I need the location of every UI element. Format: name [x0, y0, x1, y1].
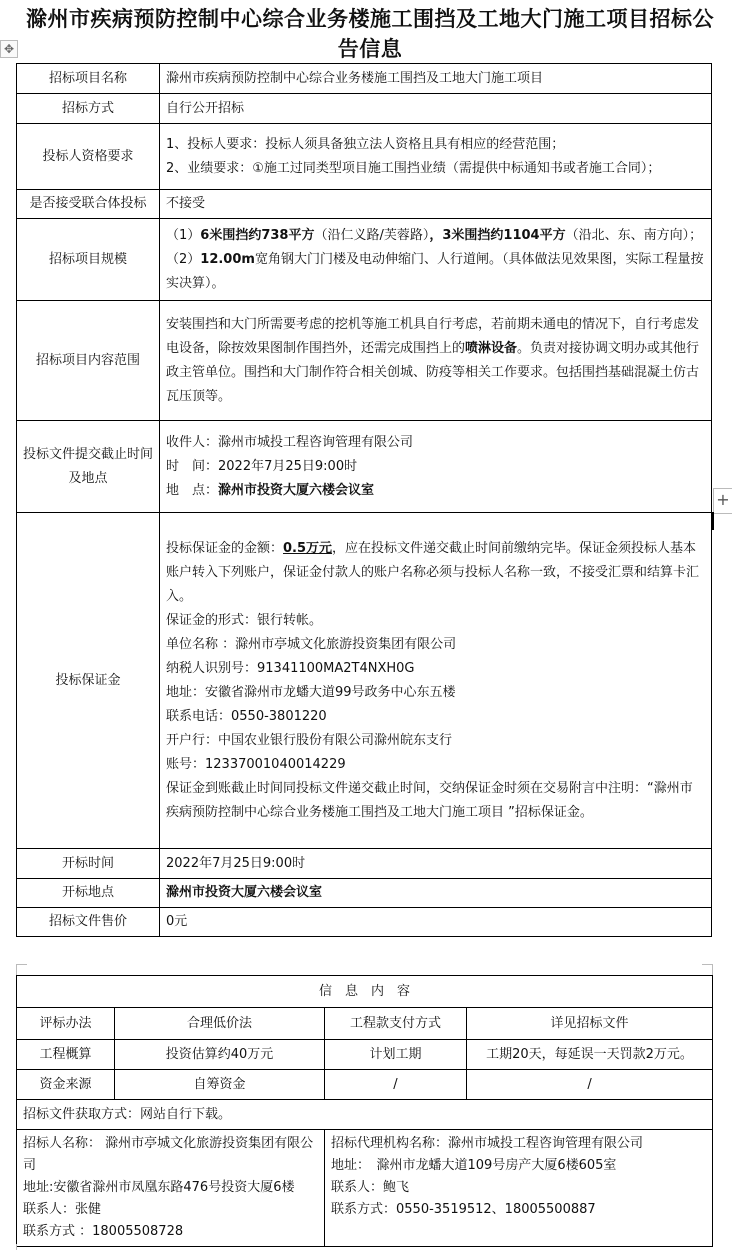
agency-contact: 联系方式：0550-3519512、18005500887: [331, 1202, 596, 1217]
deposit-amount-line: [166, 537, 705, 609]
acquire-method[interactable]: 招标文件获取方式：网站自行下载。: [17, 1100, 713, 1130]
agency-name: 招标代理机构名称：滁州市城投工程咨询管理有限公司: [331, 1136, 644, 1151]
submission-place: 滁州市投资大厦六楼会议室: [218, 482, 375, 498]
tenderer-info[interactable]: [17, 1130, 325, 1247]
tender-info-table: [16, 63, 712, 937]
scale-text-bold: 6米围挡约738平方: [200, 227, 315, 243]
info-cell: 计划工期: [325, 1040, 467, 1070]
table-row: [17, 1070, 713, 1100]
info-cell: /: [325, 1070, 467, 1100]
agency-info[interactable]: [325, 1130, 713, 1247]
qualification-line-1: 1、投标人要求：投标人须具备独立法人资格且具有相应的经营范围；: [166, 136, 565, 152]
table-row: [17, 513, 712, 849]
scale-text: （1）: [166, 227, 201, 243]
table-row: [17, 849, 712, 879]
deposit-amount-post: ，应在投标文件递交截止时间前缴纳完毕。保证金须投标人基本账户转入下列账户，保证金付款人的账户名称必须与投标人名称一致，不接受汇票和结算卡汇入。: [166, 540, 700, 604]
scale-text: （沿仁义路/芙蓉路）: [314, 227, 430, 243]
label-scale: 招标项目规模: [17, 219, 160, 301]
info-cell: 工程款支付方式: [325, 1008, 467, 1040]
label-project-name: 招标项目名称: [17, 64, 160, 94]
agency-address: 地址： 滁州市龙蟠大道109号房产大厦6楼605室: [331, 1158, 617, 1173]
value-content[interactable]: [160, 301, 712, 421]
table-row: [17, 94, 712, 124]
info-cell: 评标办法: [17, 1008, 115, 1040]
value-open-time[interactable]: 2022年7月25日9:00时: [160, 849, 712, 879]
label-method: 招标方式: [17, 94, 160, 124]
deposit-address: 地址：安徽省滁州市龙蟠大道99号政务中心东五楼: [166, 684, 456, 700]
value-doc-price[interactable]: 0元: [160, 908, 712, 937]
text-cursor: [712, 512, 714, 530]
label-submission: 投标文件提交截止时间及地点: [17, 421, 160, 513]
submission-place-label: 地 点：: [166, 482, 219, 498]
table-row: [17, 1130, 713, 1247]
page-corner-mark: [16, 964, 27, 975]
label-qualification: 投标人资格要求: [17, 124, 160, 190]
deposit-amount-pre: 投标保证金的金额：: [166, 540, 284, 556]
value-method[interactable]: 自行公开招标: [160, 94, 712, 124]
info-cell[interactable]: /: [467, 1070, 713, 1100]
qualification-line-2: 2、业绩要求：①施工过同类型项目施工围挡业绩（需提供中标通知书或者施工合同）；: [166, 160, 661, 176]
deposit-note: 保证金到账截止时间同投标文件递交截止时间，交纳保证金时须在交易附言中注明：“滁州市疾病预防控制中心综合业务楼施工围挡及工地大门施工项目 ”招标保证金。: [166, 780, 693, 820]
label-consortium: 是否接受联合体投标: [17, 190, 160, 219]
label-deposit: 投标保证金: [17, 513, 160, 849]
label-doc-price: 招标文件售价: [17, 908, 160, 937]
table-row: [17, 124, 712, 190]
content-text: 。负责对接协调文明办或其他行政主管单位。围挡和大门制作符合相关创城、防疫等相关工作要求。包括围挡基础混凝土仿古瓦压顶等。: [166, 340, 700, 404]
content-text: 安装围挡和大门所需要考虑的挖机等施工机具自行考虑，若前期未通电的情况下，自行考虑发电设备，除按效果图制作围挡外，还需完成围挡上的: [166, 316, 700, 356]
info-header: 信 息 内 容: [17, 976, 713, 1008]
submission-time: 时 间：2022年7月25日9:00时: [166, 458, 358, 474]
table-row: [17, 1008, 713, 1040]
info-cell: 工程概算: [17, 1040, 115, 1070]
value-scale[interactable]: [160, 219, 712, 301]
value-qualification[interactable]: [160, 124, 712, 190]
table-row: [17, 976, 713, 1008]
info-cell[interactable]: 详见招标文件: [467, 1008, 713, 1040]
label-open-place: 开标地点: [17, 879, 160, 908]
agency-person: 联系人：鲍飞: [331, 1180, 410, 1195]
scale-text-bold: 12.00m: [200, 251, 255, 267]
label-content: 招标项目内容范围: [17, 301, 160, 421]
submission-place-line: [166, 479, 705, 503]
page-edge-mark: [16, 1244, 27, 1250]
deposit-account: 账号：12337001040014229: [166, 756, 346, 772]
scale-text: 宽角钢大门门楼及电动伸缩门、人行道闸。（具体做法见效果图，实际工程量按实决算）。: [166, 251, 704, 291]
page-title: 滁州市疾病预防控制中心综合业务楼施工围挡及工地大门施工项目招标公告信息: [26, 7, 714, 61]
deposit-tax-id: 纳税人识别号：91341100MA2T4NXH0G: [166, 660, 415, 676]
deposit-amount: 0.5万元: [283, 540, 333, 556]
add-row-icon[interactable]: +: [713, 488, 732, 514]
table-row: [17, 421, 712, 513]
label-open-time: 开标时间: [17, 849, 160, 879]
tenderer-address: 地址:安徽省滁州市凤凰东路476号投资大厦6楼 联系人：张健: [23, 1180, 308, 1217]
tenderer-contact: 联系方式 ：18005508728: [23, 1224, 184, 1239]
table-row: [17, 908, 712, 937]
table-row: [17, 1100, 713, 1130]
table-row: [17, 1040, 713, 1070]
table-row: [17, 64, 712, 94]
tenderer-name: 招标人名称： 滁州市亭城文化旅游投资集团有限公司: [23, 1136, 314, 1173]
table-row: [17, 219, 712, 301]
deposit-unit: 单位名称 ：滁州市亭城文化旅游投资集团有限公司: [166, 636, 457, 652]
info-cell[interactable]: 投资估算约40万元: [115, 1040, 325, 1070]
content-text-bold: 喷淋设备: [465, 340, 518, 356]
value-deposit[interactable]: [160, 513, 712, 849]
value-submission[interactable]: [160, 421, 712, 513]
scale-text: （沿北、东、南方向）；（2）: [166, 227, 703, 267]
scale-text-bold: ，3米围挡约1104平方: [429, 227, 566, 243]
page-corner-mark: [702, 964, 713, 975]
table-move-handle-icon[interactable]: ✥: [0, 40, 18, 58]
deposit-form: 保证金的形式：银行转帐。: [166, 612, 323, 628]
value-project-name[interactable]: 滁州市疾病预防控制中心综合业务楼施工围挡及工地大门施工项目: [160, 64, 712, 94]
info-cell[interactable]: 合理低价法: [115, 1008, 325, 1040]
info-cell: 资金来源: [17, 1070, 115, 1100]
info-cell[interactable]: 自筹资金: [115, 1070, 325, 1100]
table-row: [17, 879, 712, 908]
table-row: [17, 301, 712, 421]
value-open-place[interactable]: 滁州市投资大厦六楼会议室: [160, 879, 712, 908]
submission-receiver: 收件人：滁州市城投工程咨询管理有限公司: [166, 434, 414, 450]
deposit-phone: 联系电话：0550-3801220: [166, 708, 327, 724]
value-consortium[interactable]: 不接受: [160, 190, 712, 219]
deposit-bank: 开户行：中国农业银行股份有限公司滁州皖东支行: [166, 732, 453, 748]
table-row: [17, 190, 712, 219]
info-cell[interactable]: 工期20天，每延误一天罚款2万元。: [467, 1040, 713, 1070]
info-content-table: [16, 975, 713, 1247]
